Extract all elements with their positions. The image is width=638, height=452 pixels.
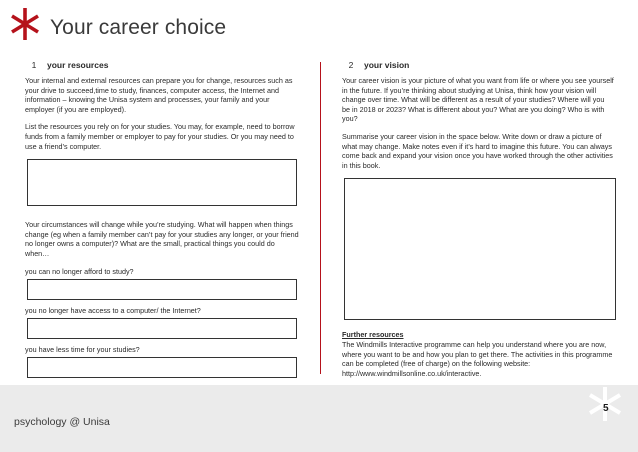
section-number: 1 (31, 60, 37, 70)
answer-box-afford-study[interactable] (27, 279, 297, 300)
question-computer-access: you no longer have access to a computer/ the Internet? (25, 305, 201, 315)
section-number: 2 (348, 60, 354, 70)
section-heading (25, 60, 300, 70)
resources-answer-box[interactable] (27, 159, 297, 206)
resources-intro: Your internal and external resources can prepare you for change, resources such as your drive to succeed,time to study, finances, computer access, the Internet and information – knowing the Unisa system and processes, your family and your employer (if you are employed). (25, 76, 293, 114)
section-heading (342, 60, 614, 70)
resources-instruction: List the resources you rely on for your studies. You may, for example, need to borrow funds from a family member or employer to pay for your studies. Or you may need to use a friend’s computer. (25, 122, 295, 151)
question-less-time: you have less time for your studies? (25, 344, 140, 354)
question-afford-study: you can no longer afford to study? (25, 266, 134, 276)
page-title: Your career choice (50, 16, 227, 39)
section-title: your resources (47, 60, 109, 70)
section-your-resources (25, 60, 300, 384)
further-resources-text: The Windmills Interactive programme can help you understand where you are now, where you want to be and how you plan to get there. The activities in this programme can be completed (free of charge) on the following website: http://www.windmillsonline.co.uk/interactive. (342, 339, 613, 378)
vision-instruction: Summarise your career vision in the space below. Write down or draw a picture of what may change. Make notes even if it’s hard to imagine this future. You can always come back and expand your vision once you have worked through the other activities in this book. (342, 131, 613, 170)
page-number: 5 (603, 403, 609, 414)
footer-label: psychology @ Unisa (14, 416, 110, 428)
answer-box-computer-access[interactable] (27, 318, 297, 339)
section-title: your vision (364, 60, 410, 70)
answer-box-less-time[interactable] (27, 357, 297, 378)
section-your-vision (342, 60, 614, 386)
column-divider (320, 62, 321, 374)
asterisk-logo-icon (10, 6, 40, 42)
circumstances-text: Your circumstances will change while you’re studying. What will happen when things change (eg when a family member can’t pay for your studies any longer, or your friend no longer owns a computer)? What are the small, practical things you could do when… (25, 220, 299, 258)
further-resources-title: Further resources (342, 330, 404, 340)
vision-intro: Your career vision is your picture of what you want from life or where you see yourself in the future. If you’re thinking about studying at Unisa, think how your vision will change over time. What will be different as a result of your studies? Where will you be in 2018 or 2023? What is different about you? What are you doing? Who is with you? (342, 76, 614, 124)
vision-answer-box[interactable] (344, 178, 616, 320)
